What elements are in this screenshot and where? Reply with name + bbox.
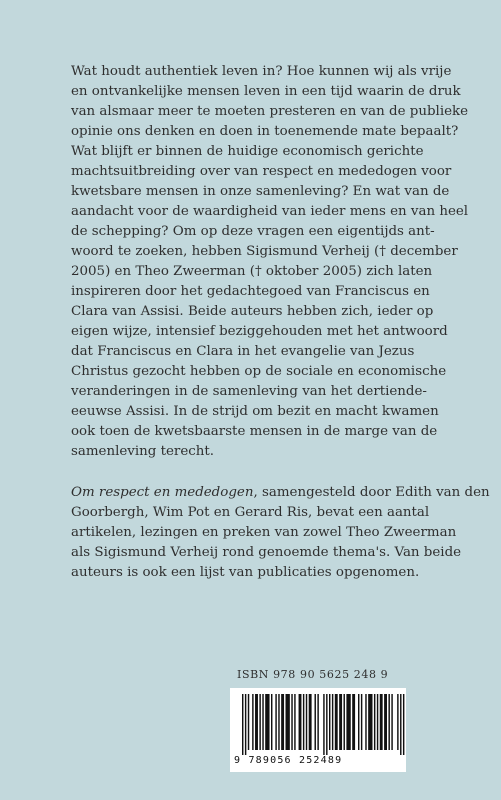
- barcode-bar: [299, 694, 302, 750]
- barcode: [230, 688, 406, 772]
- book-title: Om respect en mededogen: [71, 485, 254, 500]
- barcode-bar: [346, 694, 350, 750]
- barcode-bar: [365, 694, 366, 750]
- barcode-bar: [361, 694, 362, 750]
- text-line: eigen wijze, intensief beziggehouden met het antwoord: [71, 324, 448, 339]
- barcode-bar: [294, 694, 295, 750]
- barcode-bar: [384, 694, 387, 750]
- barcode-bars: [230, 688, 406, 758]
- text-line: Goorbergh, Wim Pot en Gerard Ris, bevat een aantal: [71, 505, 430, 520]
- text-line: inspireren door het gedachtegoed van Franciscus en: [71, 284, 430, 299]
- blurb-text: [71, 62, 490, 583]
- text-line: eeuwse Assisi. In de strijd om bezit en macht kwamen: [71, 404, 439, 419]
- barcode-bar: [317, 694, 318, 750]
- barcode-bar: [291, 694, 292, 750]
- barcode-bar: [265, 694, 269, 750]
- text-line: [71, 483, 490, 503]
- barcode-bar: [271, 694, 272, 750]
- barcode-bar: [306, 694, 307, 750]
- text-line: als Sigismund Verheij rond genoemde thema's. Van beide: [71, 545, 462, 560]
- barcode-bar: [245, 694, 246, 756]
- barcode-bar: [352, 694, 355, 750]
- barcode-bar: [252, 694, 253, 750]
- barcode-bar: [397, 694, 398, 750]
- barcode-bar: [303, 694, 304, 750]
- barcode-bar: [329, 694, 330, 750]
- text-line: opinie ons denken en doen in toenemende mate bepaalt?: [71, 124, 459, 139]
- text-line: dat Franciscus en Clara in het evangelie van Jezus: [71, 344, 415, 359]
- text-line: 2005) en Theo Zweerman († oktober 2005) zich laten: [71, 264, 433, 279]
- barcode-bar: [368, 694, 372, 750]
- barcode-bar: [400, 694, 401, 756]
- barcode-bar: [255, 694, 258, 750]
- barcode-bar: [242, 694, 243, 756]
- barcode-bar: [281, 694, 284, 750]
- barcode-bar: [403, 694, 404, 756]
- barcode-bar: [344, 694, 345, 750]
- barcode-bar: [380, 694, 383, 750]
- text-line: veranderingen in de samenleving van het dertiende-: [71, 384, 427, 399]
- paragraph-spacer: [71, 462, 441, 483]
- text-line: Clara van Assisi. Beide auteurs hebben zich, ieder op: [71, 304, 434, 319]
- barcode-bar: [315, 694, 316, 750]
- text-line: Wat blijft er binnen de huidige economisch gerichte: [71, 144, 424, 159]
- barcode-bar: [377, 694, 378, 750]
- barcode-bar: [358, 694, 359, 750]
- text-line: auteurs is ook een lijst van publicaties opgenomen.: [71, 565, 420, 580]
- barcode-bar: [339, 694, 342, 750]
- text-line: ook toen de kwetsbaarste mensen in de marge van de: [71, 424, 438, 439]
- barcode-bar: [262, 694, 263, 750]
- text-line: Christus gezocht hebben op de sociale en economische: [71, 364, 447, 379]
- paragraph-1: [71, 62, 469, 462]
- text-line: machtsuitbreiding over van respect en mededogen voor: [71, 164, 452, 179]
- isbn-label: ISBN 978 90 5625 248 9: [237, 668, 389, 681]
- text-line: aandacht voor de waardigheid van ieder mens en van heel: [71, 204, 469, 219]
- barcode-bar: [286, 694, 290, 750]
- text-line: samenleving terecht.: [71, 444, 215, 459]
- barcode-bar: [278, 694, 279, 750]
- text-line: en ontvankelijke mensen leven in een tijd waarin de druk: [71, 84, 461, 99]
- text-fragment: , samengesteld door Edith van den: [253, 485, 490, 500]
- barcode-digits: 9 789056 252489: [230, 755, 406, 766]
- text-line: de schepping? Om op deze vragen een eigentijds ant-: [71, 224, 435, 239]
- barcode-bar: [332, 694, 333, 750]
- barcode-bar: [259, 694, 260, 750]
- text-line: Wat houdt authentiek leven in? Hoe kunnen wij als vrije: [71, 64, 452, 79]
- text-line: woord te zoeken, hebben Sigismund Verheij († december: [71, 244, 458, 259]
- barcode-bar: [323, 694, 324, 756]
- text-line: artikelen, lezingen en preken van zowel Theo Zweerman: [71, 525, 457, 540]
- barcode-bar: [391, 694, 392, 750]
- text-line: van alsmaar meer te moeten presteren en van de publieke: [71, 104, 469, 119]
- barcode-bar: [326, 694, 327, 756]
- barcode-bar: [248, 694, 249, 750]
- text-line: kwetsbare mensen in onze samenleving? En wat van de: [71, 184, 450, 199]
- paragraph-2: [71, 483, 490, 583]
- barcode-bar: [275, 694, 276, 750]
- barcode-bar: [335, 694, 338, 750]
- barcode-bar: [374, 694, 375, 750]
- barcode-bar: [388, 694, 389, 750]
- barcode-bar: [309, 694, 312, 750]
